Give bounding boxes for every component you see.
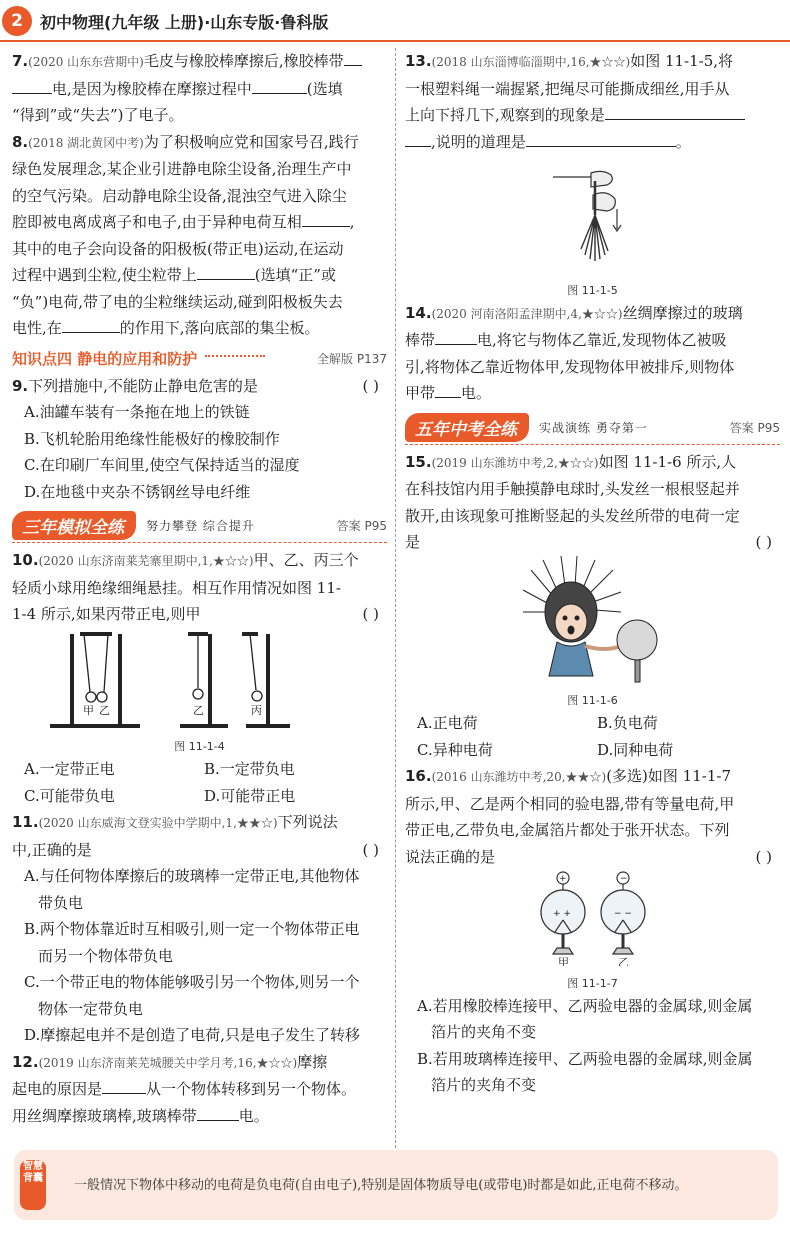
- option-text: C.一个带正电的物体能够吸引另一个物体,则另一个: [24, 973, 360, 991]
- practice-banner: [12, 511, 387, 543]
- question-8: [12, 129, 387, 342]
- banner-title: 三年模拟全练: [12, 511, 136, 540]
- answer-reference: 答案 P95: [336, 519, 387, 533]
- column-divider: [395, 48, 396, 1148]
- svg-text:− −: − −: [613, 909, 632, 919]
- question-text: 是: [405, 533, 421, 551]
- answer-blank[interactable]: [12, 77, 52, 94]
- plastic-rope-illustration: [533, 155, 653, 273]
- girl-static-ball-illustration: [523, 556, 663, 684]
- question-text: 上向下捋几下,观察到的现象是: [405, 106, 605, 124]
- question-text: 。: [675, 132, 691, 151]
- banner-subtitle: 实战演练 勇夺第一: [539, 420, 648, 435]
- answer-reference: 全解版 P137: [317, 351, 387, 366]
- option-text: A.与任何物体摩擦后的玻璃棒一定带正电,其他物体: [24, 867, 360, 885]
- answer-blank[interactable]: [62, 316, 120, 333]
- question-text: 轻质小球用绝缘细绳悬挂。相互作用情况如图 11-: [12, 578, 341, 597]
- question-text: 的空气污染。启动静电除尘设备,混浊空气进入除尘: [12, 186, 347, 205]
- figure-caption: 图 11-1-4: [174, 740, 225, 753]
- answer-parentheses[interactable]: ( ): [755, 847, 772, 866]
- option-a[interactable]: A.油罐车装有一条拖在地上的铁链: [24, 403, 250, 421]
- answer-blank[interactable]: [435, 328, 477, 345]
- figure-11-1-6: [405, 556, 780, 711]
- question-source: (2020 山东东营期中): [28, 55, 144, 69]
- option-c[interactable]: C.异种电荷: [417, 740, 493, 759]
- answer-blank[interactable]: [252, 77, 307, 94]
- question-text: (选填: [306, 79, 343, 98]
- answer-blank[interactable]: [302, 210, 350, 227]
- label-bing: 丙: [250, 703, 262, 717]
- option-c[interactable]: [12, 969, 387, 1022]
- option-a[interactable]: A.一定带正电: [24, 760, 115, 778]
- option-text: B.两个物体靠近时互相吸引,则一定一个物体带正电: [24, 920, 360, 938]
- question-number: 14.: [405, 303, 432, 322]
- question-text: 说法正确的是: [405, 847, 496, 866]
- question-text: ,: [349, 213, 355, 231]
- page-number: 2: [2, 6, 32, 36]
- question-text: 1-4 所示,如果丙带正电,则甲: [12, 605, 201, 623]
- question-15: [405, 449, 780, 764]
- option-b[interactable]: [405, 1046, 780, 1099]
- question-text: 电,将它与物体乙靠近,发现物体乙被吸: [477, 331, 727, 349]
- question-source: (2020 山东威海文登实验中学期中,1,★★☆): [38, 816, 278, 830]
- question-number: 8.: [12, 132, 29, 151]
- answer-blank[interactable]: [197, 263, 255, 280]
- question-text: 所示,甲、乙是两个相同的验电器,带有等量电荷,甲: [405, 794, 735, 813]
- question-text: 中,正确的是: [12, 840, 92, 859]
- electroscopes-diagram: [523, 870, 663, 966]
- question-text: (选填“正”或: [254, 266, 336, 284]
- svg-text:+ +: + +: [552, 909, 571, 919]
- question-16: [405, 763, 780, 1099]
- figure-caption: 图 11-1-7: [567, 976, 618, 990]
- answer-reference: 答案 P95: [729, 420, 780, 435]
- question-text: 下列措施中,不能防止静电危害的是: [28, 376, 258, 395]
- option-text: A.若用橡胶棒连接甲、乙两验电器的金属球,则金属: [417, 996, 753, 1015]
- tip-box: [14, 1150, 778, 1220]
- question-text: 的作用下,落向底部的集尘板。: [119, 319, 320, 337]
- figure-caption: 图 11-1-5: [567, 283, 618, 297]
- question-text: “得到”或“失去”)了电子。: [12, 106, 184, 124]
- option-a[interactable]: [405, 993, 780, 1046]
- answer-parentheses[interactable]: ( ): [362, 376, 379, 395]
- figure-11-1-4: [12, 628, 387, 757]
- question-source: (2020 河南洛阳孟津期中,4,★☆☆): [431, 306, 623, 321]
- option-text: B.若用玻璃棒连接甲、乙两验电器的金属球,则金属: [417, 1049, 753, 1068]
- question-text: 毛皮与橡胶棒摩擦后,橡胶棒带: [143, 52, 344, 70]
- question-source: (2019 山东济南莱芜城腰关中学月考,16,★☆☆): [38, 1055, 298, 1070]
- question-11: [12, 809, 387, 1049]
- question-number: 10.: [12, 551, 39, 569]
- option-text: 箔片的夹角不变: [431, 1023, 537, 1041]
- banner-title: 五年中考全练: [405, 413, 529, 442]
- question-13: [405, 48, 780, 300]
- question-source: (2018 山东淄博临淄期中,16,★☆☆): [431, 55, 631, 69]
- option-d[interactable]: D.同种电荷: [597, 740, 674, 759]
- tip-text: 一般情况下物体中移动的电荷是负电荷(自由电子),特别是固体物质导电(或带电)时都是如此,正电荷不移动。: [74, 1178, 688, 1193]
- question-text: 如图 11-1-6 所示,人: [598, 452, 737, 471]
- question-text: 甲带: [405, 384, 436, 402]
- answer-blank[interactable]: [102, 1077, 146, 1094]
- question-14: [405, 300, 780, 407]
- section-heading: [12, 348, 387, 369]
- answer-blank[interactable]: [526, 130, 676, 147]
- answer-blank[interactable]: [197, 1104, 239, 1121]
- option-d[interactable]: D.摩擦起电并不是创造了电荷,只是电子发生了转移: [24, 1026, 361, 1044]
- question-text: 摩擦: [297, 1052, 328, 1071]
- question-text: 绿色发展理念,某企业引进静电除尘设备,治理生产中: [12, 160, 352, 178]
- question-source: (2016 山东潍坊中考,20,★★☆): [431, 770, 607, 784]
- figure-11-1-7: [405, 870, 780, 993]
- option-d[interactable]: D.可能带正电: [204, 786, 296, 805]
- question-12: [12, 1049, 387, 1130]
- label-yi: 乙: [617, 956, 629, 966]
- option-b[interactable]: [12, 916, 387, 969]
- option-text: 而另一个物体带负电: [38, 946, 174, 965]
- tip-badge: 智慧背囊: [20, 1160, 46, 1210]
- section-title: 知识点四 静电的应用和防护: [12, 349, 198, 368]
- question-text: ,说明的道理是: [431, 132, 526, 151]
- page-header: [0, 0, 790, 44]
- svg-text:−: −: [619, 874, 628, 884]
- question-10: [12, 547, 387, 809]
- question-text: 散开,由该现象可推断竖起的头发丝所带的电荷一定: [405, 506, 740, 525]
- question-source: (2019 山东潍坊中考,2,★☆☆): [431, 455, 599, 470]
- question-text: 丝绸摩擦过的玻璃: [622, 303, 743, 322]
- question-text: 从一个物体转移到另一个物体。: [146, 1080, 357, 1098]
- question-7: [12, 48, 387, 129]
- option-b[interactable]: B.一定带负电: [204, 760, 295, 778]
- option-a[interactable]: A.正电荷: [417, 714, 478, 732]
- question-text: 在科技馆内用手触摸静电球时,头发丝一根根竖起并: [405, 480, 740, 498]
- question-text: 为了积极响应党和国家号召,践行: [143, 132, 359, 151]
- right-column: [405, 48, 780, 1099]
- question-text: 起电的原因是: [12, 1080, 103, 1098]
- book-title: 初中物理(九年级 上册)·山东专版·鲁科版: [40, 13, 329, 32]
- question-text: 棒带: [405, 331, 436, 349]
- question-source: (2018 湖北黄冈中考): [28, 135, 144, 150]
- question-number: 16.: [405, 767, 432, 785]
- question-text: 引,将物体乙靠近物体甲,发现物体甲被排斥,则物体: [405, 357, 735, 376]
- hanging-balls-diagram: [50, 628, 350, 730]
- question-source: (2020 山东济南莱芜寨里期中,1,★☆☆): [38, 554, 254, 568]
- question-text: 带正电,乙带负电,金属箔片都处于张开状态。下列: [405, 821, 730, 839]
- answer-blank[interactable]: [344, 49, 362, 66]
- answer-parentheses[interactable]: ( ): [755, 533, 772, 551]
- question-text: 电。: [461, 384, 492, 402]
- question-text: 过程中遇到尘粒,使尘粒带上: [12, 266, 197, 284]
- option-b[interactable]: B.飞机轮胎用绝缘性能极好的橡胶制作: [24, 429, 280, 448]
- question-text: 下列说法: [277, 813, 338, 831]
- question-text: (多选)如图 11-1-7: [606, 767, 731, 785]
- question-text: 电。: [238, 1106, 269, 1125]
- answer-blank[interactable]: [605, 103, 745, 120]
- label-jia: 甲: [557, 956, 569, 966]
- option-text: 带负电: [38, 893, 84, 912]
- svg-text:+: +: [558, 874, 567, 884]
- figure-11-1-5: [405, 155, 780, 300]
- left-column: [12, 48, 387, 1129]
- dotted-leader: [205, 354, 265, 357]
- answer-blank[interactable]: [435, 381, 461, 398]
- question-text: 电性,在: [12, 319, 62, 337]
- option-c[interactable]: C.可能带负电: [24, 786, 115, 805]
- option-text: 箔片的夹角不变: [431, 1076, 537, 1094]
- answer-parentheses[interactable]: ( ): [362, 840, 379, 859]
- question-text: 用丝绸摩擦玻璃棒,玻璃棒带: [12, 1106, 197, 1125]
- answer-parentheses[interactable]: ( ): [362, 605, 379, 623]
- figure-caption: 图 11-1-6: [567, 694, 618, 707]
- question-text: 如图 11-1-5,将: [630, 52, 734, 70]
- question-text: 腔即被电离成离子和电子,由于异种电荷互相: [12, 213, 302, 231]
- question-number: 7.: [12, 52, 29, 70]
- question-9: [12, 373, 387, 506]
- banner-subtitle: 努力攀登 综合提升: [146, 519, 255, 533]
- question-text: 一根塑料绳一端握紧,把绳尽可能撕成细丝,用手从: [405, 79, 730, 98]
- question-number: 12.: [12, 1052, 39, 1071]
- question-text: 其中的电子会向设备的阳极板(带正电)运动,在运动: [12, 239, 344, 258]
- option-text: 物体一定带负电: [38, 999, 144, 1018]
- option-b[interactable]: B.负电荷: [597, 714, 658, 732]
- exam-banner: [405, 413, 780, 445]
- question-number: 15.: [405, 452, 432, 471]
- header-rule: [0, 40, 790, 42]
- option-d[interactable]: D.在地毯中夹杂不锈钢丝导电纤维: [24, 482, 251, 501]
- question-text: “负”)电荷,带了电的尘粒继续运动,碰到阳极板失去: [12, 292, 343, 311]
- question-text: 电,是因为橡胶棒在摩擦过程中: [52, 79, 252, 98]
- question-number: 13.: [405, 52, 432, 70]
- option-a[interactable]: [12, 863, 387, 916]
- answer-blank[interactable]: [405, 130, 431, 147]
- label-yi-2: 乙: [192, 703, 204, 717]
- option-c[interactable]: C.在印刷厂车间里,使空气保持适当的湿度: [24, 456, 300, 474]
- label-jia: 甲: [82, 703, 94, 717]
- question-number: 9.: [12, 376, 29, 395]
- question-text: 甲、乙、丙三个: [253, 551, 359, 569]
- label-yi: 乙: [98, 703, 110, 717]
- question-number: 11.: [12, 813, 39, 831]
